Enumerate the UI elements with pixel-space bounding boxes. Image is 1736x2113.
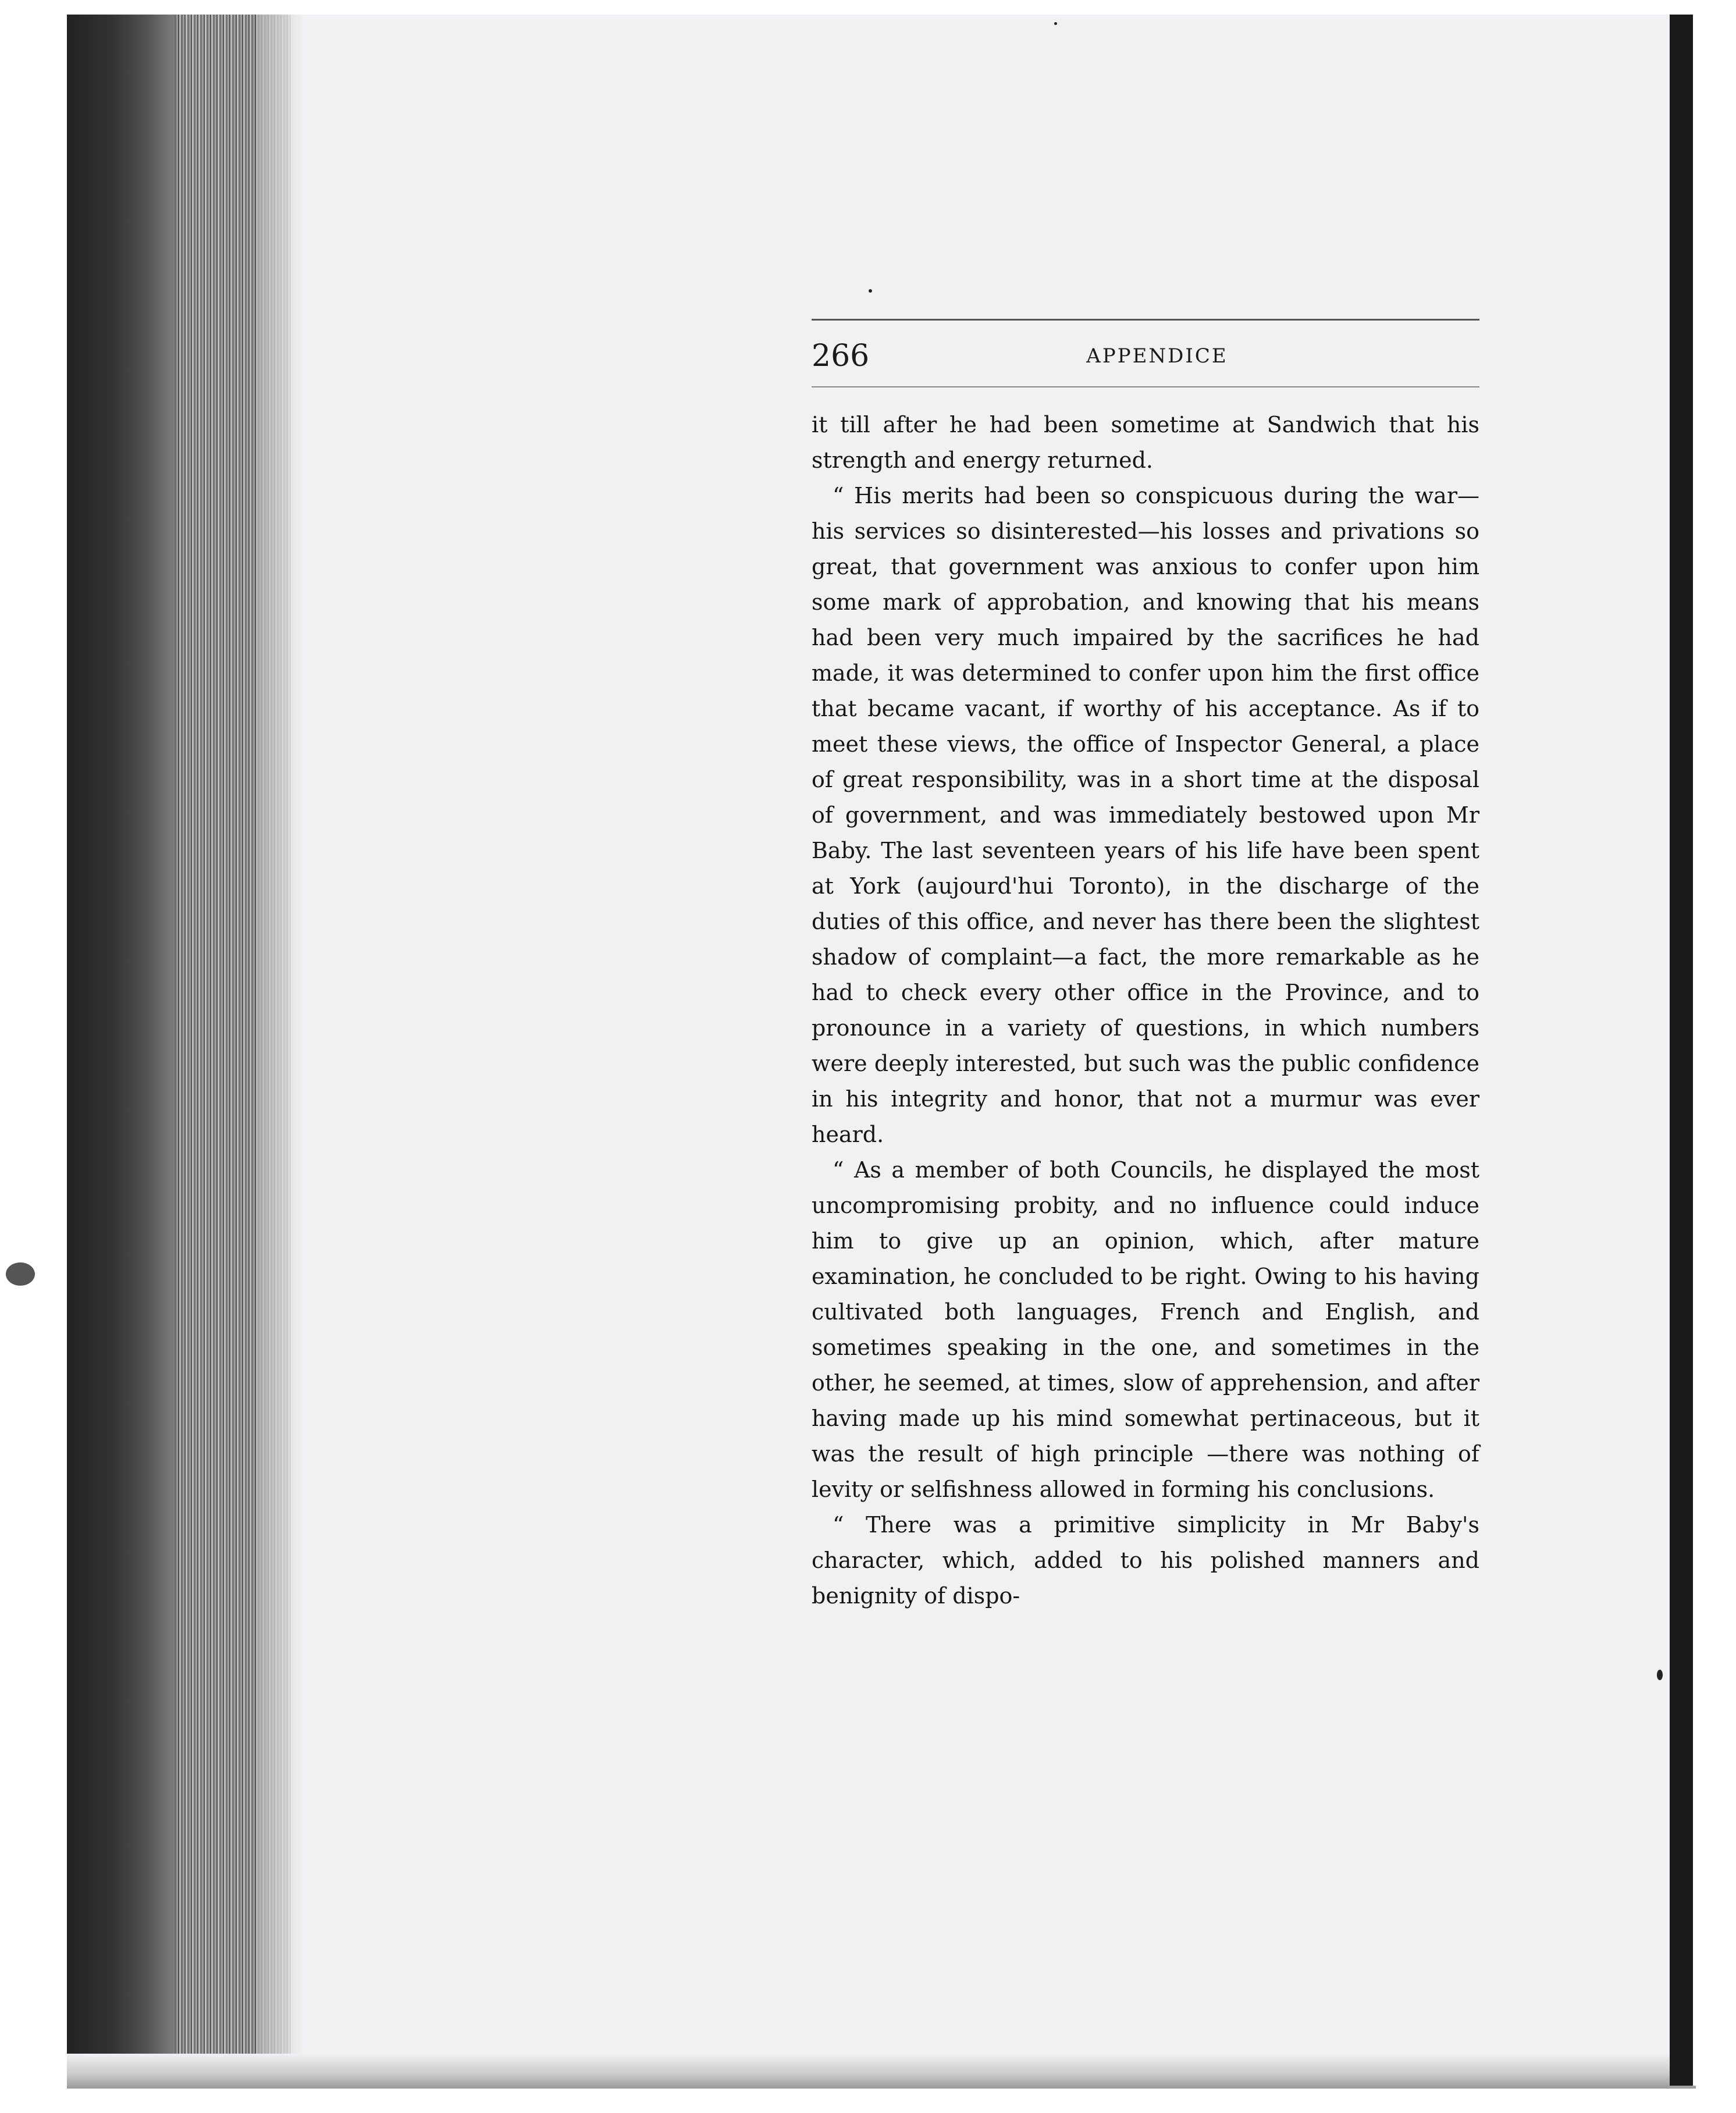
page-number: 266 [812, 339, 870, 373]
page-header [812, 339, 1479, 373]
scanner-margin-right [1693, 15, 1736, 2086]
page-edge-fade [256, 15, 303, 2086]
scanner-border-right [1670, 15, 1693, 2086]
paragraph: “ As a member of both Councils, he displayed the most uncompromising probity, and no influence could induce him to give up an opinion, which, after mature examination, he concluded to be right. Owing to his having cultivated both languages, French and English, and sometimes speaking in the one, and sometimes in the other, he seemed, at times, slow of apprehension, and after having made up his mind somewhat pertinaceous, but it was the result of high principle —there was nothing of levity or selfishness allowed in forming his conclusions. [812, 1157, 1479, 1502]
page-bottom-edge [67, 2054, 1696, 2089]
header-rule-top [812, 319, 1479, 321]
paragraph: “ There was a primitive simplicity in Mr Baby's character, which, added to his polished manners and benignity of dispo- [812, 1512, 1479, 1609]
book-spine-shadow [67, 15, 183, 2086]
dust-speck [6, 1262, 35, 1286]
paragraph: “ His merits had been so conspicuous during the war—his services so disinterested—his losses and privations so great, that government was anxious to confer upon him some mark of approbation, and knowing that his means had been very much impaired by the sacrifices he had made, it was determined to confer upon him the first office that became vacant, if worthy of his acceptance. As if to meet these views, the office of Inspector General, a place of great responsibility, was in a short time at the disposal of government, and was immediately bestowed upon Mr Baby. The last seventeen years of his life have been spent at York (aujourd'hui Toronto), in the discharge of the duties of this office, and never has there been the slightest shadow of complaint—a fact, the more remarkable as he had to check every other office in the Province, and to pronounce in a variety of questions, in which numbers were deeply interested, but such was the public confidence in his integrity and honor, that not a murmur was ever heard. [812, 483, 1479, 1147]
header-rule-bottom [812, 386, 1479, 387]
dust-speck [869, 289, 872, 293]
paragraph: it till after he had been sometime at Sandwich that his strength and energy returned. [812, 412, 1479, 473]
dust-speck [1054, 22, 1057, 25]
running-head: APPENDICE [1086, 344, 1228, 368]
body-text [812, 407, 1479, 1614]
dust-speck [1657, 1670, 1663, 1680]
